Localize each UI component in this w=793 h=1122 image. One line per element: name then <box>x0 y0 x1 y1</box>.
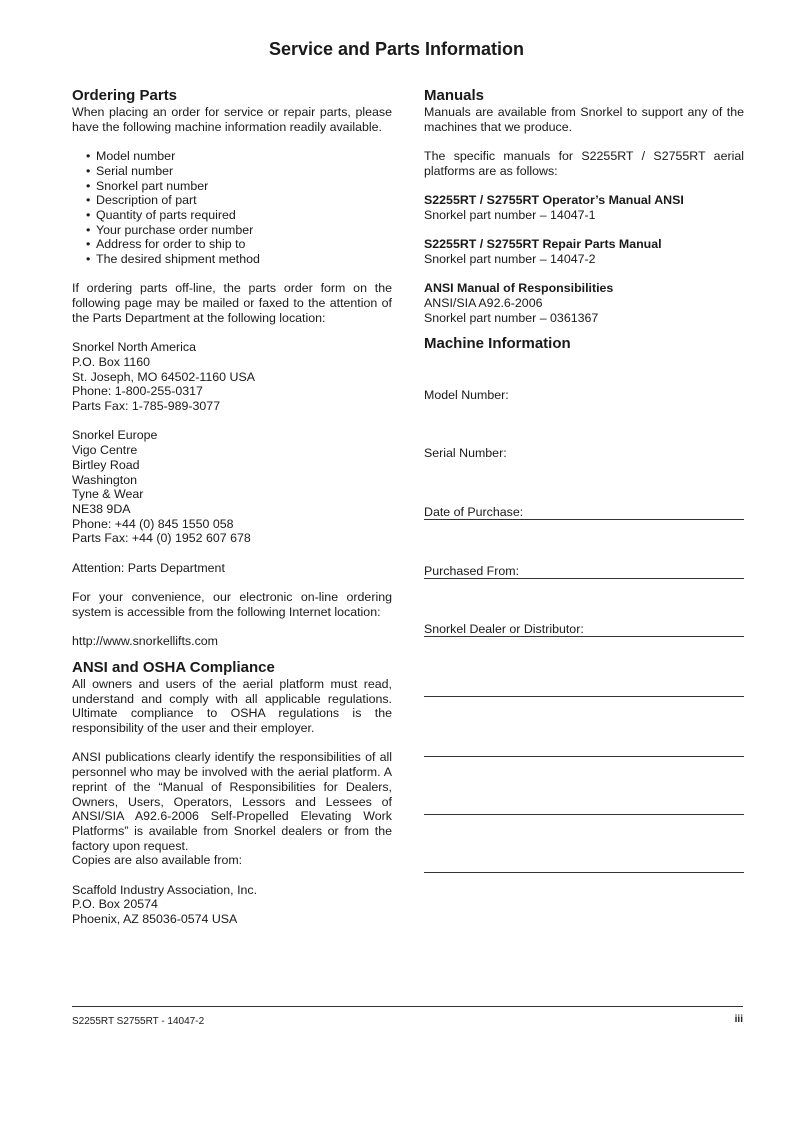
page-number: iii <box>734 1014 743 1025</box>
left-column <box>72 87 392 927</box>
footer-divider <box>72 1006 743 1007</box>
manuals-paragraph-1: Manuals are available from Snorkel to support any of the machines that we produce. <box>424 105 744 134</box>
responsibilities-manual-title: ANSI Manual of Responsibilities <box>424 281 614 296</box>
address-line: Washington <box>72 472 137 487</box>
list-item: • Quantity of parts required <box>88 208 392 223</box>
list-item: • Snorkel part number <box>88 179 392 194</box>
address-line: Snorkel Europe <box>72 428 158 443</box>
responsibilities-manual-standard: ANSI/SIA A92.6-2006 <box>424 296 543 311</box>
operators-manual-title: S2255RT / S2755RT Operator’s Manual ANSI <box>424 193 684 208</box>
list-item: • The desired shipment method <box>88 252 392 267</box>
right-column <box>424 87 744 353</box>
address-line: P.O. Box 1160 <box>72 354 151 369</box>
model-number-field[interactable]: Model Number: <box>424 388 509 402</box>
offline-ordering-text: If ordering parts off-line, the parts order form on the following page may be mailed or faxed to the attention of the Parts Department at the following location: <box>72 281 392 325</box>
operators-manual-part: Snorkel part number – 14047-1 <box>424 207 596 222</box>
serial-number-field[interactable]: Serial Number: <box>424 446 507 460</box>
website-link[interactable]: http://www.snorkellifts.com <box>72 634 218 649</box>
blank-line[interactable] <box>424 696 744 697</box>
list-item: • Description of part <box>88 193 392 208</box>
list-item: • Model number <box>88 149 392 164</box>
address-line: Birtley Road <box>72 457 140 472</box>
address-line: Parts Fax: 1-785-989-3077 <box>72 399 221 414</box>
ordering-intro: When placing an order for service or repair parts, please have the following machine information readily available. <box>72 105 392 134</box>
ordering-parts-heading: Ordering Parts <box>72 87 178 104</box>
repair-manual-part: Snorkel part number – 14047-2 <box>424 251 596 266</box>
purchased-from-field[interactable]: Purchased From: <box>424 564 744 579</box>
manuals-paragraph-2: The specific manuals for S2255RT / S2755RT aerial platforms are as follows: <box>424 149 744 178</box>
blank-line[interactable] <box>424 814 744 815</box>
blank-line[interactable] <box>424 872 744 873</box>
address-line: Tyne & Wear <box>72 487 144 502</box>
dealer-field[interactable]: Snorkel Dealer or Distributor: <box>424 622 744 637</box>
ansi-paragraph-3: Copies are also available from: <box>72 853 243 868</box>
blank-line[interactable] <box>424 756 744 757</box>
repair-manual-title: S2255RT / S2755RT Repair Parts Manual <box>424 237 662 252</box>
address-line: St. Joseph, MO 64502-1160 USA <box>72 369 255 384</box>
ansi-paragraph-1: All owners and users of the aerial platform must read, understand and comply with all applicable regulations. Ultimate compliance to OSHA regulations is the responsibility of the user and their employer. <box>72 676 392 736</box>
ansi-paragraph-2: ANSI publications clearly identify the responsibilities of all personnel who may be involved with the aerial platform. A reprint of the “Manual of Responsibilities for Dealers, Owners, Users, Operators, Lessors and Lessees of ANSI/SIA A92.6-2006 Self-Propelled Elevating Work Platforms” is available from Snorkel dealers or from the factory upon request. <box>72 750 392 853</box>
ansi-osha-heading: ANSI and OSHA Compliance <box>72 658 275 676</box>
address-line: P.O. Box 20574 <box>72 897 158 912</box>
attention-line: Attention: Parts Department <box>72 560 225 575</box>
address-line: Vigo Centre <box>72 443 138 458</box>
manuals-heading: Manuals <box>424 87 485 104</box>
responsibilities-manual-part: Snorkel part number – 0361367 <box>424 310 599 325</box>
address-line: Phone: 1-800-255-0317 <box>72 384 203 399</box>
address-line: Parts Fax: +44 (0) 1952 607 678 <box>72 531 251 546</box>
sia-address <box>72 883 392 927</box>
date-of-purchase-field[interactable]: Date of Purchase: <box>424 505 744 520</box>
europe-address <box>72 428 392 546</box>
machine-info-list <box>72 149 392 267</box>
page-title: Service and Parts Information <box>268 39 525 59</box>
address-line: Snorkel North America <box>72 340 196 355</box>
address-line: NE38 9DA <box>72 501 131 516</box>
footer-document-id: S2255RT S2755RT - 14047-2 <box>72 1016 205 1027</box>
address-line: Phone: +44 (0) 845 1550 058 <box>72 516 234 531</box>
machine-info-heading: Machine Information <box>424 335 571 353</box>
online-ordering-text: For your convenience, our electronic on-line ordering system is accessible from the following Internet location: <box>72 590 392 619</box>
list-item: • Address for order to ship to <box>88 237 392 252</box>
list-item: • Your purchase order number <box>88 223 392 238</box>
north-america-address <box>72 340 392 414</box>
list-item: • Serial number <box>88 164 392 179</box>
address-line: Phoenix, AZ 85036-0574 USA <box>72 912 238 927</box>
address-line: Scaffold Industry Association, Inc. <box>72 882 258 897</box>
